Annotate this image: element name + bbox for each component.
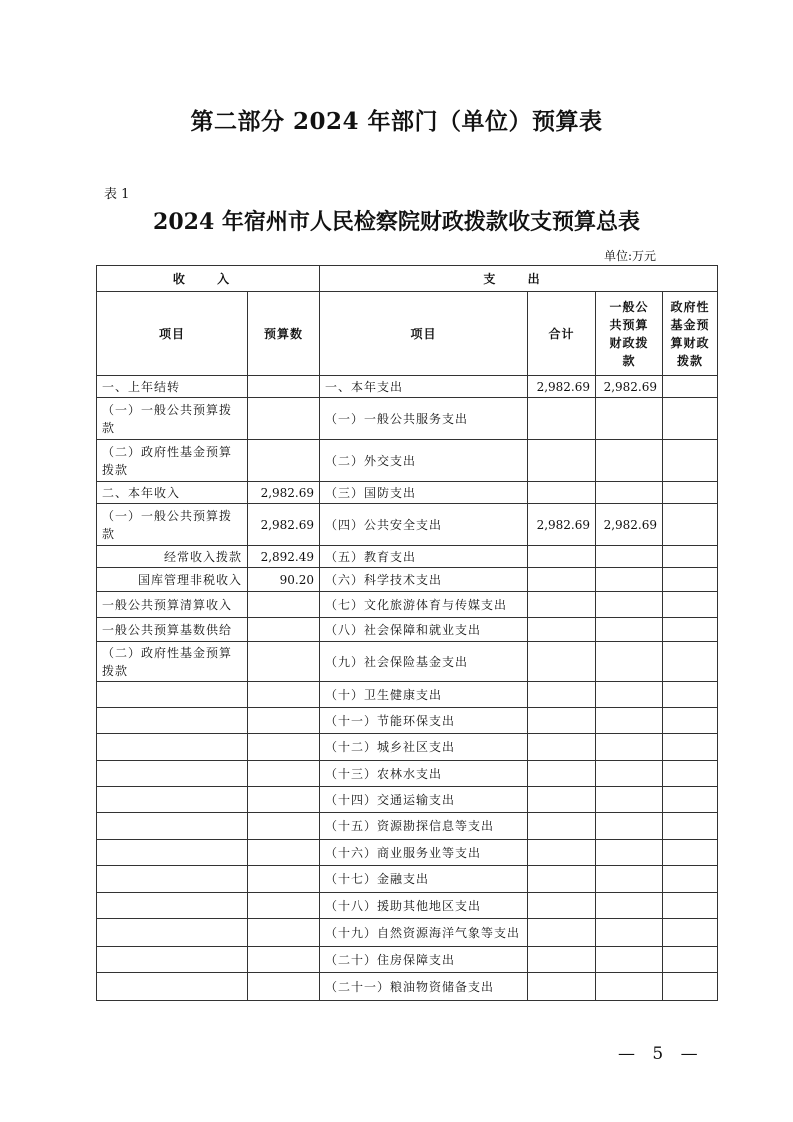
expense-total-cell <box>528 592 596 618</box>
expense-fund-cell <box>663 866 718 893</box>
income-budget-cell <box>248 787 320 813</box>
income-item-cell <box>97 682 248 708</box>
expense-general-cell <box>596 840 663 866</box>
expense-total-cell <box>528 919 596 947</box>
income-item-cell <box>97 813 248 840</box>
expense-fund-cell <box>663 708 718 734</box>
income-budget-cell <box>248 973 320 1001</box>
expense-item-cell: 一、本年支出 <box>320 376 528 398</box>
expense-total-cell <box>528 708 596 734</box>
expense-general-cell: 2,982.69 <box>596 376 663 398</box>
table-title: 2024 年宿州市人民检察院财政拨款收支预算总表 <box>153 209 640 235</box>
income-budget-cell <box>248 592 320 618</box>
income-item-cell <box>97 708 248 734</box>
income-item-cell <box>97 840 248 866</box>
income-item-cell <box>97 893 248 919</box>
income-item-cell <box>97 734 248 761</box>
table-row <box>97 440 718 482</box>
table-row <box>97 482 718 504</box>
expense-item-cell: （十）卫生健康支出 <box>320 682 528 708</box>
expense-item-header: 项目 <box>320 292 528 376</box>
expense-item-cell: （十三）农林水支出 <box>320 761 528 787</box>
expense-general-cell <box>596 893 663 919</box>
income-budget-cell: 2,892.49 <box>248 546 320 568</box>
table-row <box>97 398 718 440</box>
expense-item-cell: （二十一）粮油物资储备支出 <box>320 973 528 1001</box>
expense-total-cell <box>528 398 596 440</box>
table-row <box>97 504 718 546</box>
expense-total-cell <box>528 787 596 813</box>
income-item-cell: （一）一般公共预算拨款 <box>97 504 248 546</box>
page-number: — 5 — <box>618 1044 704 1064</box>
income-budget-cell <box>248 761 320 787</box>
expense-fund-cell <box>663 376 718 398</box>
table-row <box>97 376 718 398</box>
income-budget-cell: 2,982.69 <box>248 504 320 546</box>
income-item-header: 项目 <box>97 292 248 376</box>
income-header: 收 入 <box>97 266 320 292</box>
expense-item-cell: （十五）资源勘探信息等支出 <box>320 813 528 840</box>
expense-fund-cell <box>663 893 718 919</box>
expense-fund-cell <box>663 618 718 642</box>
expense-item-cell: （五）教育支出 <box>320 546 528 568</box>
expense-fund-cell <box>663 787 718 813</box>
expense-total-cell <box>528 734 596 761</box>
expense-general-cell <box>596 734 663 761</box>
expense-total-cell <box>528 813 596 840</box>
income-item-cell <box>97 866 248 893</box>
table-row <box>97 761 718 787</box>
expense-fund-cell <box>663 682 718 708</box>
expense-general-cell <box>596 682 663 708</box>
expense-general-cell: 2,982.69 <box>596 504 663 546</box>
expense-general-cell <box>596 787 663 813</box>
income-budget-cell <box>248 893 320 919</box>
expense-fund-cell <box>663 642 718 682</box>
expense-fund-cell <box>663 504 718 546</box>
expense-fund-cell <box>663 482 718 504</box>
income-item-cell <box>97 761 248 787</box>
expense-general-cell <box>596 546 663 568</box>
expense-general-cell <box>596 973 663 1001</box>
expense-item-cell: （一）一般公共服务支出 <box>320 398 528 440</box>
part-title: 第二部分 2024 年部门（单位）预算表 <box>190 108 603 135</box>
expense-total-cell <box>528 893 596 919</box>
expense-total-cell <box>528 973 596 1001</box>
table-row <box>97 618 718 642</box>
expense-fund-cell <box>663 973 718 1001</box>
expense-fund-cell <box>663 592 718 618</box>
expense-fund-cell <box>663 813 718 840</box>
income-budget-cell <box>248 734 320 761</box>
expense-total-cell <box>528 866 596 893</box>
expense-total-cell <box>528 482 596 504</box>
table-row <box>97 546 718 568</box>
expense-item-cell: （十七）金融支出 <box>320 866 528 893</box>
income-item-cell: 二、本年收入 <box>97 482 248 504</box>
expense-general-cell <box>596 919 663 947</box>
income-budget-cell <box>248 376 320 398</box>
expense-general-cell <box>596 947 663 973</box>
income-budget-header: 预算数 <box>248 292 320 376</box>
expense-total-cell <box>528 440 596 482</box>
expense-fund-cell <box>663 568 718 592</box>
expense-item-cell: （九）社会保险基金支出 <box>320 642 528 682</box>
income-budget-cell <box>248 866 320 893</box>
income-item-cell <box>97 787 248 813</box>
income-budget-cell <box>248 618 320 642</box>
expense-header: 支 出 <box>320 266 718 292</box>
income-item-cell: 一、上年结转 <box>97 376 248 398</box>
table-row <box>97 813 718 840</box>
expense-total-cell <box>528 642 596 682</box>
table-number: 表 1 <box>104 187 130 202</box>
table-row <box>97 592 718 618</box>
expense-item-cell: （七）文化旅游体育与传媒支出 <box>320 592 528 618</box>
expense-item-cell: （十六）商业服务业等支出 <box>320 840 528 866</box>
income-budget-cell: 2,982.69 <box>248 482 320 504</box>
expense-total-cell <box>528 840 596 866</box>
expense-fund-cell <box>663 546 718 568</box>
expense-total-cell <box>528 618 596 642</box>
budget-table <box>96 265 718 1001</box>
expense-item-cell: （六）科学技术支出 <box>320 568 528 592</box>
expense-fund-cell <box>663 398 718 440</box>
expense-fund-cell <box>663 734 718 761</box>
expense-general-cell <box>596 398 663 440</box>
expense-total-header: 合计 <box>528 292 596 376</box>
expense-item-cell: （二）外交支出 <box>320 440 528 482</box>
income-budget-cell <box>248 919 320 947</box>
table-row <box>97 734 718 761</box>
expense-item-cell: （二十）住房保障支出 <box>320 947 528 973</box>
expense-fund-cell <box>663 947 718 973</box>
expense-general-cell <box>596 642 663 682</box>
expense-item-cell: （十一）节能环保支出 <box>320 708 528 734</box>
income-item-cell: 国库管理非税收入 <box>97 568 248 592</box>
expense-item-cell: （十九）自然资源海洋气象等支出 <box>320 919 528 947</box>
expense-total-cell <box>528 761 596 787</box>
expense-total-cell <box>528 568 596 592</box>
income-budget-cell <box>248 813 320 840</box>
table-row <box>97 893 718 919</box>
income-item-cell: 一般公共预算清算收入 <box>97 592 248 618</box>
expense-general-cell <box>596 568 663 592</box>
expense-item-cell: （三）国防支出 <box>320 482 528 504</box>
expense-total-cell <box>528 947 596 973</box>
income-item-cell: （二）政府性基金预算拨款 <box>97 642 248 682</box>
income-budget-cell <box>248 642 320 682</box>
expense-total-cell <box>528 682 596 708</box>
expense-item-cell: （八）社会保障和就业支出 <box>320 618 528 642</box>
income-budget-cell <box>248 708 320 734</box>
table-row <box>97 947 718 973</box>
expense-general-cell <box>596 708 663 734</box>
income-item-cell: 一般公共预算基数供给 <box>97 618 248 642</box>
table-row <box>97 840 718 866</box>
income-item-cell: 经常收入拨款 <box>97 546 248 568</box>
expense-item-cell: （四）公共安全支出 <box>320 504 528 546</box>
expense-item-cell: （十二）城乡社区支出 <box>320 734 528 761</box>
expense-general-cell <box>596 761 663 787</box>
income-budget-cell <box>248 840 320 866</box>
table-row <box>97 682 718 708</box>
income-item-cell: （二）政府性基金预算拨款 <box>97 440 248 482</box>
expense-general-header: 一般公共预算财政拨款 <box>596 292 663 376</box>
expense-item-cell: （十四）交通运输支出 <box>320 787 528 813</box>
unit-label: 单位:万元 <box>604 249 657 263</box>
table-row <box>97 708 718 734</box>
income-budget-cell <box>248 947 320 973</box>
expense-item-cell: （十八）援助其他地区支出 <box>320 893 528 919</box>
expense-total-cell <box>528 546 596 568</box>
expense-general-cell <box>596 482 663 504</box>
expense-general-cell <box>596 866 663 893</box>
expense-general-cell <box>596 813 663 840</box>
table-row <box>97 787 718 813</box>
expense-fund-cell <box>663 919 718 947</box>
expense-fund-cell <box>663 761 718 787</box>
income-item-cell: （一）一般公共预算拨款 <box>97 398 248 440</box>
table-row <box>97 973 718 1001</box>
expense-fund-cell <box>663 840 718 866</box>
expense-fund-cell <box>663 440 718 482</box>
table-row <box>97 866 718 893</box>
table-row <box>97 919 718 947</box>
expense-general-cell <box>596 592 663 618</box>
expense-general-cell <box>596 618 663 642</box>
income-budget-cell <box>248 398 320 440</box>
income-budget-cell: 90.20 <box>248 568 320 592</box>
table-row <box>97 642 718 682</box>
income-budget-cell <box>248 682 320 708</box>
expense-total-cell: 2,982.69 <box>528 504 596 546</box>
income-item-cell <box>97 919 248 947</box>
income-item-cell <box>97 973 248 1001</box>
income-item-cell <box>97 947 248 973</box>
expense-general-cell <box>596 440 663 482</box>
expense-fund-header: 政府性基金预算财政拨款 <box>663 292 718 376</box>
income-budget-cell <box>248 440 320 482</box>
table-row <box>97 568 718 592</box>
expense-total-cell: 2,982.69 <box>528 376 596 398</box>
